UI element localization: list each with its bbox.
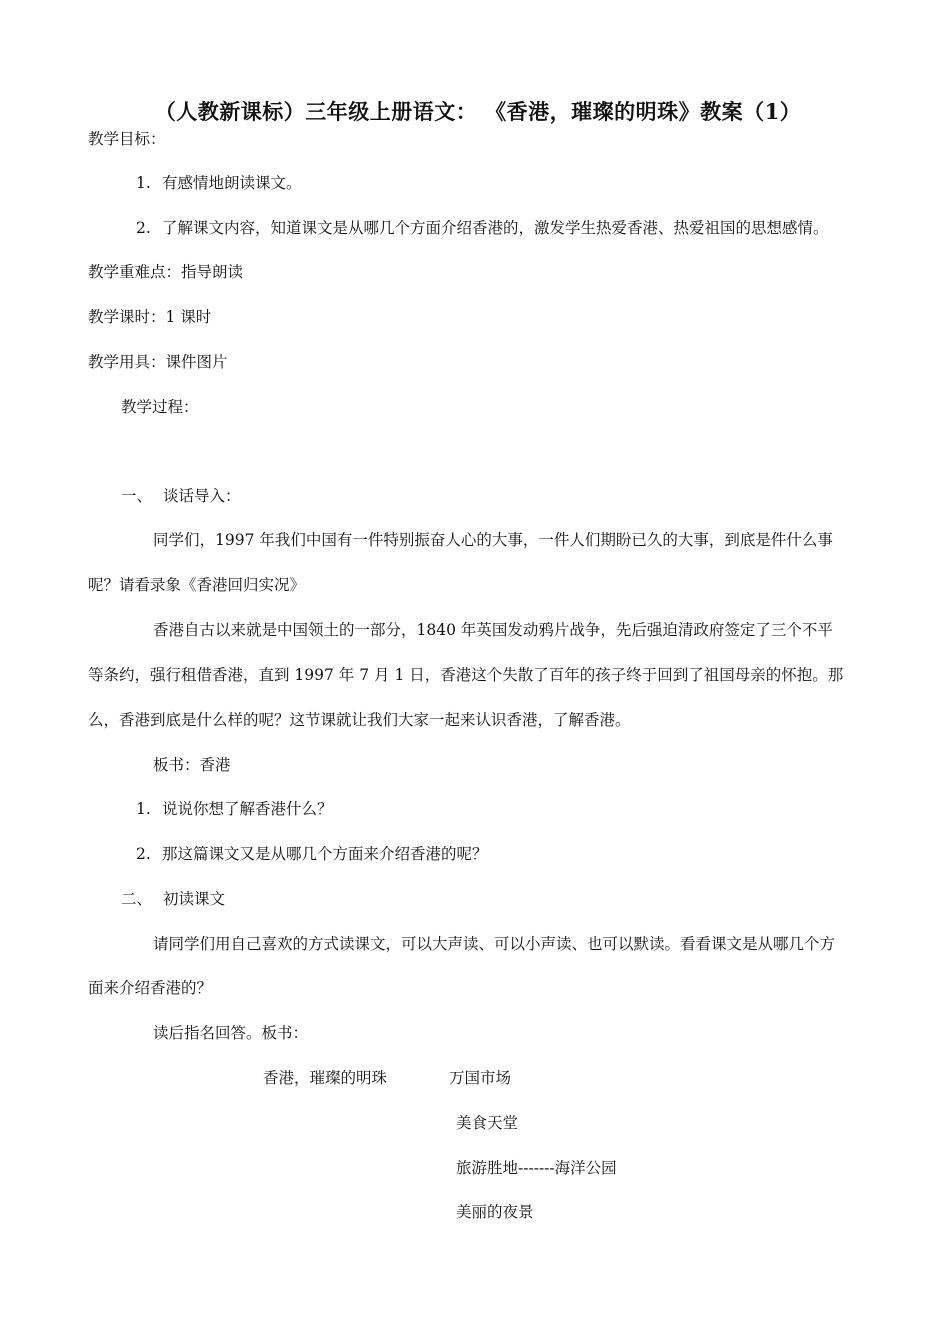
objective-item xyxy=(136,217,829,239)
section-title: 谈话导入： xyxy=(163,487,241,505)
paragraph-line: 读后指名回答。板书： xyxy=(153,1024,309,1042)
question-item xyxy=(136,798,333,820)
question-text: 说说你想了解香港什么？ xyxy=(162,800,333,818)
board-title: 香港，璀璨的明珠 xyxy=(263,1069,388,1087)
paragraph-line: 请同学们用自己喜欢的方式读课文，可以大声读、可以小声读、也可以默读。看看课文是从哪几个方 xyxy=(153,935,836,953)
process-label: 教学过程： xyxy=(121,398,199,416)
board-item: 美食天堂 xyxy=(456,1114,519,1132)
question-text: 那这篇课文又是从哪几个方面来介绍香港的呢？ xyxy=(162,845,488,863)
document-title: （人教新课标）三年级上册语文： 《香港，璀璨的明珠》教案（1） xyxy=(154,99,802,124)
objective-number: 2. xyxy=(136,219,151,237)
board-item: 美丽的夜景 xyxy=(456,1203,534,1221)
board-item: 旅游胜地-------海洋公园 xyxy=(456,1159,617,1177)
paragraph-line: 面来介绍香港的？ xyxy=(88,979,213,997)
key-point: 教学重难点：指导朗读 xyxy=(88,263,244,281)
teaching-tools: 教学用具：课件图片 xyxy=(88,353,228,371)
section-number: 一、 xyxy=(121,487,153,505)
section-heading xyxy=(121,888,225,910)
objective-text: 了解课文内容，知道课文是从哪几个方面介绍香港的，激发学生热爱香港、热爱祖国的思想感情。 xyxy=(162,219,829,237)
paragraph-line: 同学们，1997 年我们中国有一件特别振奋人心的大事，一件人们期盼已久的大事，到底是件什么事 xyxy=(153,531,833,549)
question-item xyxy=(136,843,488,865)
lesson-duration: 教学课时：1 课时 xyxy=(88,308,212,326)
objective-item xyxy=(136,172,302,194)
paragraph-line: 香港自古以来就是中国领土的一部分，1840 年英国发动鸦片战争，先后强迫清政府签定了三个不平 xyxy=(153,621,833,639)
objectives-label: 教学目标： xyxy=(88,130,166,148)
objective-number: 1. xyxy=(136,174,151,192)
paragraph-line: 等条约，强行租借香港，直到 1997 年 7 月 1 日，香港这个失散了百年的孩子终于回到了祖国母亲的怀抱。那 xyxy=(88,666,844,684)
section-number: 二、 xyxy=(121,890,153,908)
paragraph-line: 呢？请看录象《香港回归实况》 xyxy=(88,576,306,594)
question-number: 2. xyxy=(136,845,151,863)
section-title: 初读课文 xyxy=(163,890,226,908)
paragraph-line: 么，香港到底是什么样的呢？这节课就让我们大家一起来认识香港，了解香港。 xyxy=(88,711,631,729)
question-number: 1. xyxy=(136,800,151,818)
section-heading xyxy=(121,485,241,507)
objective-text: 有感情地朗读课文。 xyxy=(162,174,302,192)
board-note: 板书：香港 xyxy=(153,756,231,774)
board-item: 万国市场 xyxy=(449,1069,512,1087)
